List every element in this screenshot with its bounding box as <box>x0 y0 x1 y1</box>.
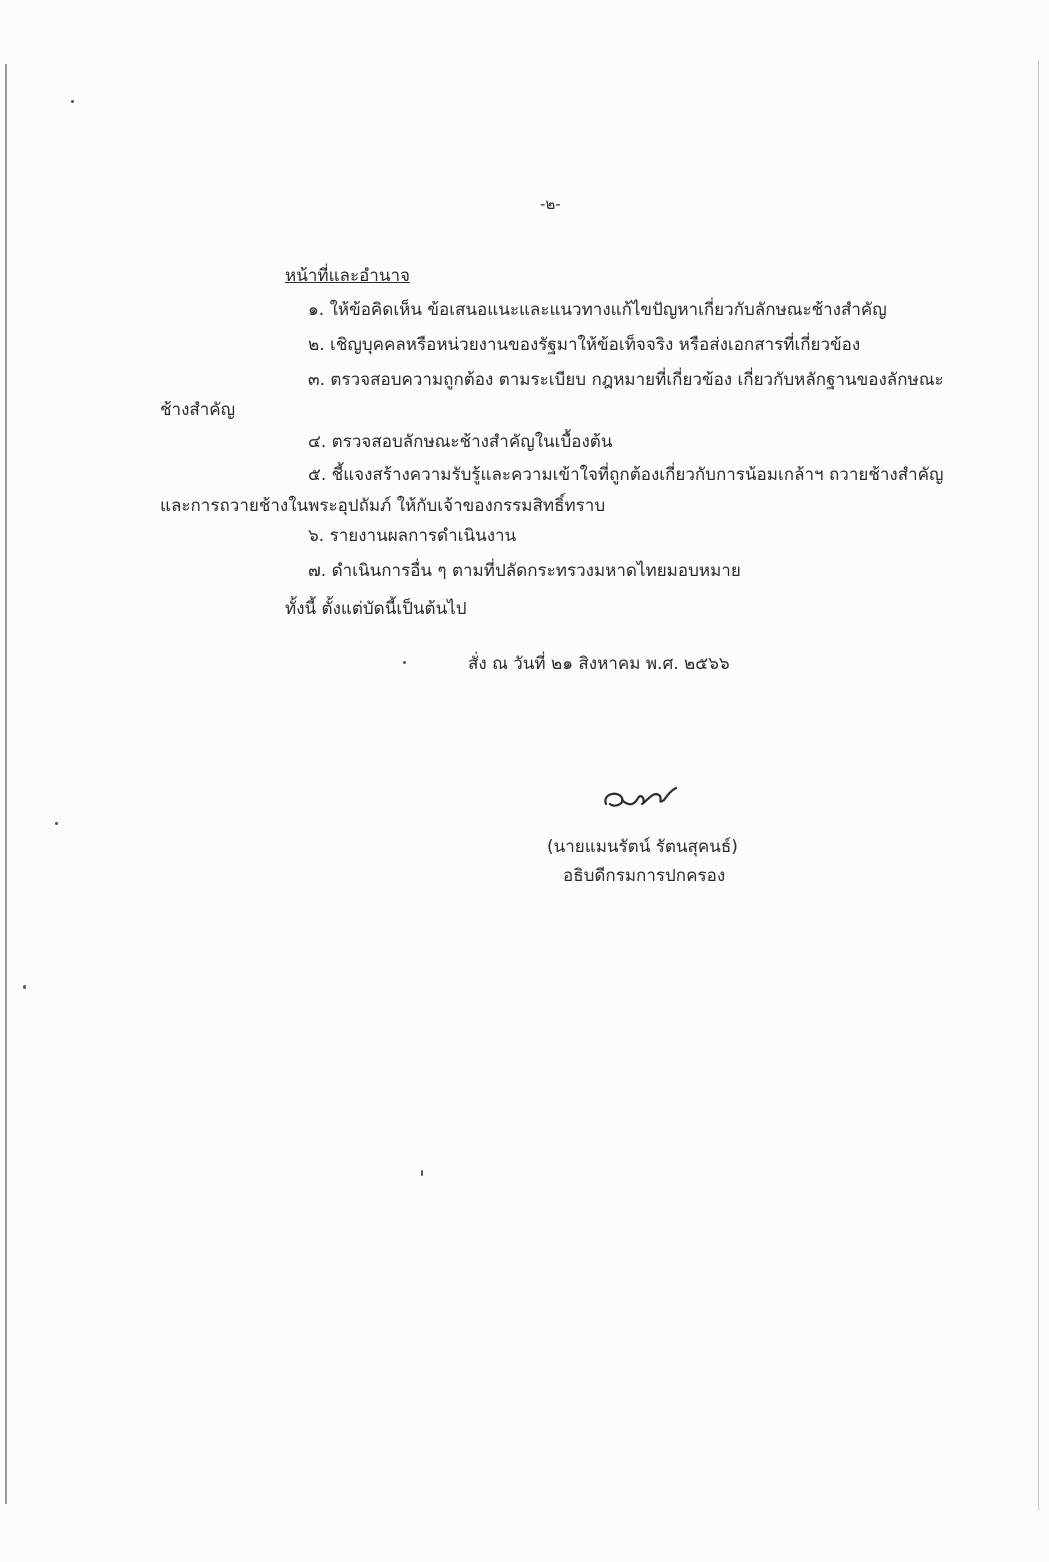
duty-item-1: ๑. ให้ข้อคิดเห็น ข้อเสนอแนะและแนวทางแก้ไขปัญหาเกี่ยวกับลักษณะช้างสำคัญ <box>308 300 887 320</box>
scan-speck <box>71 100 74 103</box>
page-number: -๒- <box>540 195 561 213</box>
effective-clause: ทั้งนี้ ตั้งแต่บัดนี้เป็นต้นไป <box>285 599 467 619</box>
scan-speck <box>23 985 26 989</box>
signatory-name: (นายแมนรัตน์ รัตนสุคนธ์) <box>547 837 738 857</box>
duty-item-2: ๒. เชิญบุคคลหรือหน่วยงานของรัฐมาให้ข้อเท็จจริง หรือส่งเอกสารที่เกี่ยวข้อง <box>308 335 861 355</box>
duty-item-5-continuation: และการถวายช้างในพระอุปถัมภ์ ให้กับเจ้าของกรรมสิทธิ์ทราบ <box>160 496 606 516</box>
handwritten-signature <box>598 778 678 818</box>
scan-edge-left <box>5 64 7 1504</box>
duty-item-3-continuation: ช้างสำคัญ <box>160 400 236 420</box>
duty-item-5: ๕. ชี้แจงสร้างความรับรู้และความเข้าใจที่ถูกต้องเกี่ยวกับการน้อมเกล้าฯ ถวายช้างสำคัญ <box>308 465 944 485</box>
signatory-title: อธิบดีกรมการปกครอง <box>563 866 726 886</box>
section-heading: หน้าที่และอำนาจ <box>285 266 410 286</box>
scan-speck <box>55 822 58 825</box>
scan-speck <box>403 661 406 664</box>
duty-item-4: ๔. ตรวจสอบลักษณะช้างสำคัญในเบื้องต้น <box>308 432 613 452</box>
order-date: สั่ง ณ วันที่ ๒๑ สิงหาคม พ.ศ. ๒๕๖๖ <box>468 654 730 674</box>
scan-speck <box>421 1170 423 1176</box>
scan-edge-right <box>1038 60 1039 1510</box>
duty-item-6: ๖. รายงานผลการดำเนินงาน <box>308 526 517 546</box>
duty-item-7: ๗. ดำเนินการอื่น ๆ ตามที่ปลัดกระทรวงมหาดไทยมอบหมาย <box>308 561 741 581</box>
duty-item-3: ๓. ตรวจสอบความถูกต้อง ตามระเบียบ กฎหมายที่เกี่ยวข้อง เกี่ยวกับหลักฐานของลักษณะ <box>308 370 944 390</box>
